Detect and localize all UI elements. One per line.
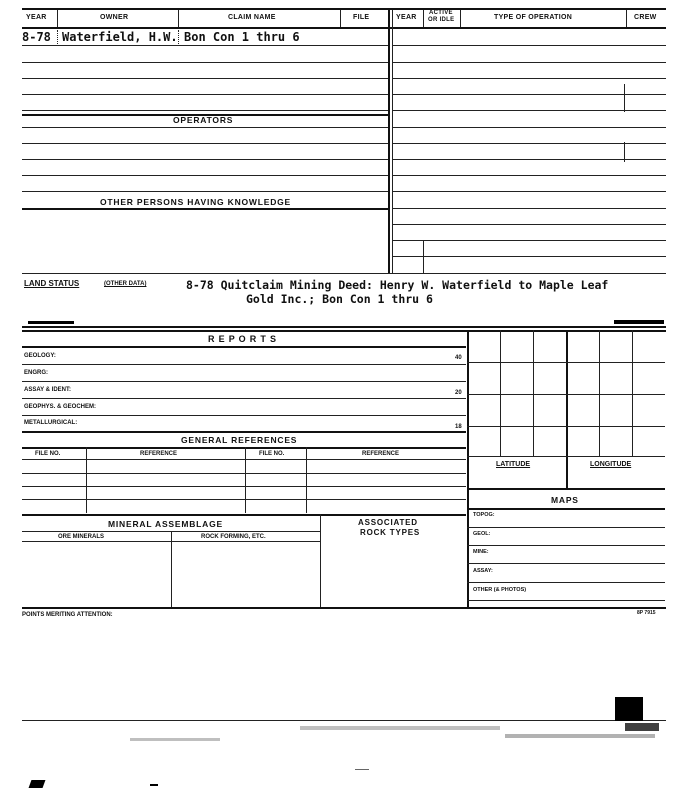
mineral-title: MINERAL ASSEMBLAGE (108, 519, 223, 529)
row-line (392, 191, 666, 192)
grid-line (467, 456, 665, 457)
row-line (22, 191, 388, 192)
row-line (22, 62, 388, 63)
row-line (22, 499, 466, 500)
entry-claim-name: Bon Con 1 thru 6 (184, 30, 300, 44)
col-claim-name-header: CLAIM NAME (228, 14, 276, 21)
maps-geol: GEOL: (473, 531, 491, 537)
grid-bottom-rule (467, 488, 665, 490)
report-label-engrg: ENGRG: (24, 370, 48, 376)
mineral-bottom-rule (22, 607, 666, 609)
gen-ref-bottom-rule (22, 514, 466, 516)
row-line (22, 459, 466, 460)
col-year2-header: YEAR (396, 14, 417, 21)
col-year-header: YEAR (26, 14, 47, 21)
row-line (467, 600, 665, 601)
row-line (467, 545, 665, 546)
row-line (22, 473, 466, 474)
entry-owner: Waterfield, H.W. (62, 30, 178, 44)
row-line (392, 127, 666, 128)
reports-top-rule-2 (22, 330, 666, 332)
row-line (22, 398, 466, 399)
scan-mark (355, 769, 369, 770)
land-status-line2: Gold Inc.; Bon Con 1 thru 6 (246, 292, 433, 306)
grid-line (599, 330, 600, 456)
scan-mark (614, 320, 664, 324)
scan-mark (150, 784, 158, 786)
report-num: 40 (455, 355, 462, 361)
row-line (22, 127, 388, 128)
row-line (22, 381, 466, 382)
scan-mark (28, 321, 74, 324)
general-references-title: GENERAL REFERENCES (181, 435, 298, 445)
row-line (22, 78, 388, 79)
entry-year: 8-78 (22, 30, 51, 44)
maps-title: MAPS (551, 495, 579, 505)
scan-noise (625, 723, 659, 731)
row-line (22, 175, 388, 176)
operators-title: OPERATORS (173, 115, 234, 125)
header-rule (22, 27, 666, 29)
grid-line (632, 330, 633, 456)
report-label-assay: ASSAY & IDENT: (24, 387, 72, 393)
sep (624, 84, 625, 112)
land-status-line1: 8-78 Quitclaim Mining Deed: Henry W. Waterfield to Maple Leaf (186, 278, 609, 292)
grid-left-border (467, 330, 469, 607)
col-owner-header: OWNER (100, 14, 129, 21)
report-num: 20 (455, 390, 462, 396)
row-line (392, 45, 666, 46)
row-line (392, 175, 666, 176)
other-persons-rule (22, 208, 388, 210)
row-line (22, 143, 388, 144)
sep (320, 514, 321, 607)
sep (423, 240, 424, 273)
report-label-metallurgical: METALLURGICAL: (24, 420, 78, 426)
row-line (392, 78, 666, 79)
sep (626, 10, 627, 27)
points-meriting-attention: POINTS MERITING ATTENTION: (22, 612, 113, 618)
row-line (22, 110, 388, 111)
grid-line (500, 330, 501, 456)
main-divider-inner (392, 10, 393, 273)
sep (57, 10, 58, 27)
gen-ref-header-file-2: FILE NO. (259, 451, 285, 457)
row-line (392, 224, 666, 225)
row-line (22, 45, 388, 46)
row-line (22, 159, 388, 160)
scan-noise (505, 734, 655, 738)
col-active-header-1: ACTIVE (429, 10, 453, 16)
gen-ref-header-file-1: FILE NO. (35, 451, 61, 457)
row-line (467, 582, 665, 583)
row-line (392, 240, 666, 241)
associated-rock-types-1: ASSOCIATED (358, 518, 418, 527)
report-num: 18 (455, 424, 462, 430)
scan-block (615, 697, 643, 721)
scan-noise (300, 726, 500, 730)
grid-line (533, 330, 534, 456)
sep (57, 30, 58, 44)
scan-noise (130, 738, 220, 741)
gen-ref-header-reference-1: REFERENCE (140, 451, 178, 457)
scan-mark (29, 780, 46, 788)
grid-line (467, 362, 665, 363)
longitude-label: LONGITUDE (590, 461, 632, 468)
row-line (22, 364, 466, 365)
row-line (467, 563, 665, 564)
reports-bottom-rule (22, 431, 466, 433)
row-line (22, 486, 466, 487)
land-status-label: LAND STATUS (24, 279, 80, 288)
row-line (22, 94, 388, 95)
col-file-header: FILE (353, 14, 370, 21)
grid-line (467, 394, 665, 395)
gen-ref-rule (22, 447, 466, 449)
associated-rock-types-2: ROCK TYPES (360, 528, 421, 537)
col-crew-header: CREW (634, 14, 657, 21)
sep (306, 447, 307, 513)
sep (340, 10, 341, 27)
land-status-sub: (OTHER DATA) (104, 281, 147, 287)
col-active-header-2: OR IDLE (428, 17, 455, 23)
row-line (392, 208, 666, 209)
report-label-geology: GEOLOGY: (24, 353, 56, 359)
reports-top-rule (22, 326, 666, 328)
form-number: 8P 7915 (637, 610, 656, 616)
maps-mine: MINE: (473, 549, 489, 555)
grid-line (467, 426, 665, 427)
rock-forming-header: ROCK FORMING, ETC. (201, 534, 266, 540)
row-line (392, 256, 666, 257)
main-divider (388, 8, 390, 273)
footer-rule (22, 720, 666, 721)
maps-other: OTHER (& PHOTOS) (473, 587, 527, 593)
gen-ref-header-reference-2: REFERENCE (362, 451, 400, 457)
sep (245, 447, 246, 513)
bottom-rule (22, 273, 666, 274)
reports-title-rule (22, 346, 466, 348)
sep (178, 10, 179, 27)
sep (460, 10, 461, 27)
sep (86, 447, 87, 513)
latitude-label: LATITUDE (496, 461, 531, 468)
maps-assay: ASSAY: (473, 568, 493, 574)
top-rule (22, 8, 666, 10)
sep (624, 142, 625, 162)
other-persons-title: OTHER PERSONS HAVING KNOWLEDGE (100, 197, 292, 207)
sep (423, 10, 424, 27)
row-line (467, 527, 665, 528)
sep (178, 30, 179, 44)
ore-minerals-header: ORE MINERALS (58, 534, 105, 540)
col-type-operation-header: TYPE OF OPERATION (494, 14, 573, 21)
maps-title-rule (467, 508, 665, 510)
report-label-geophys: GEOPHYS. & GEOCHEM: (24, 404, 97, 410)
row-line (22, 415, 466, 416)
row-line (392, 62, 666, 63)
grid-center-line (566, 330, 568, 488)
sep (171, 531, 172, 607)
reports-title: R E P O R T S (208, 334, 277, 344)
maps-topog: TOPOG: (473, 512, 495, 518)
